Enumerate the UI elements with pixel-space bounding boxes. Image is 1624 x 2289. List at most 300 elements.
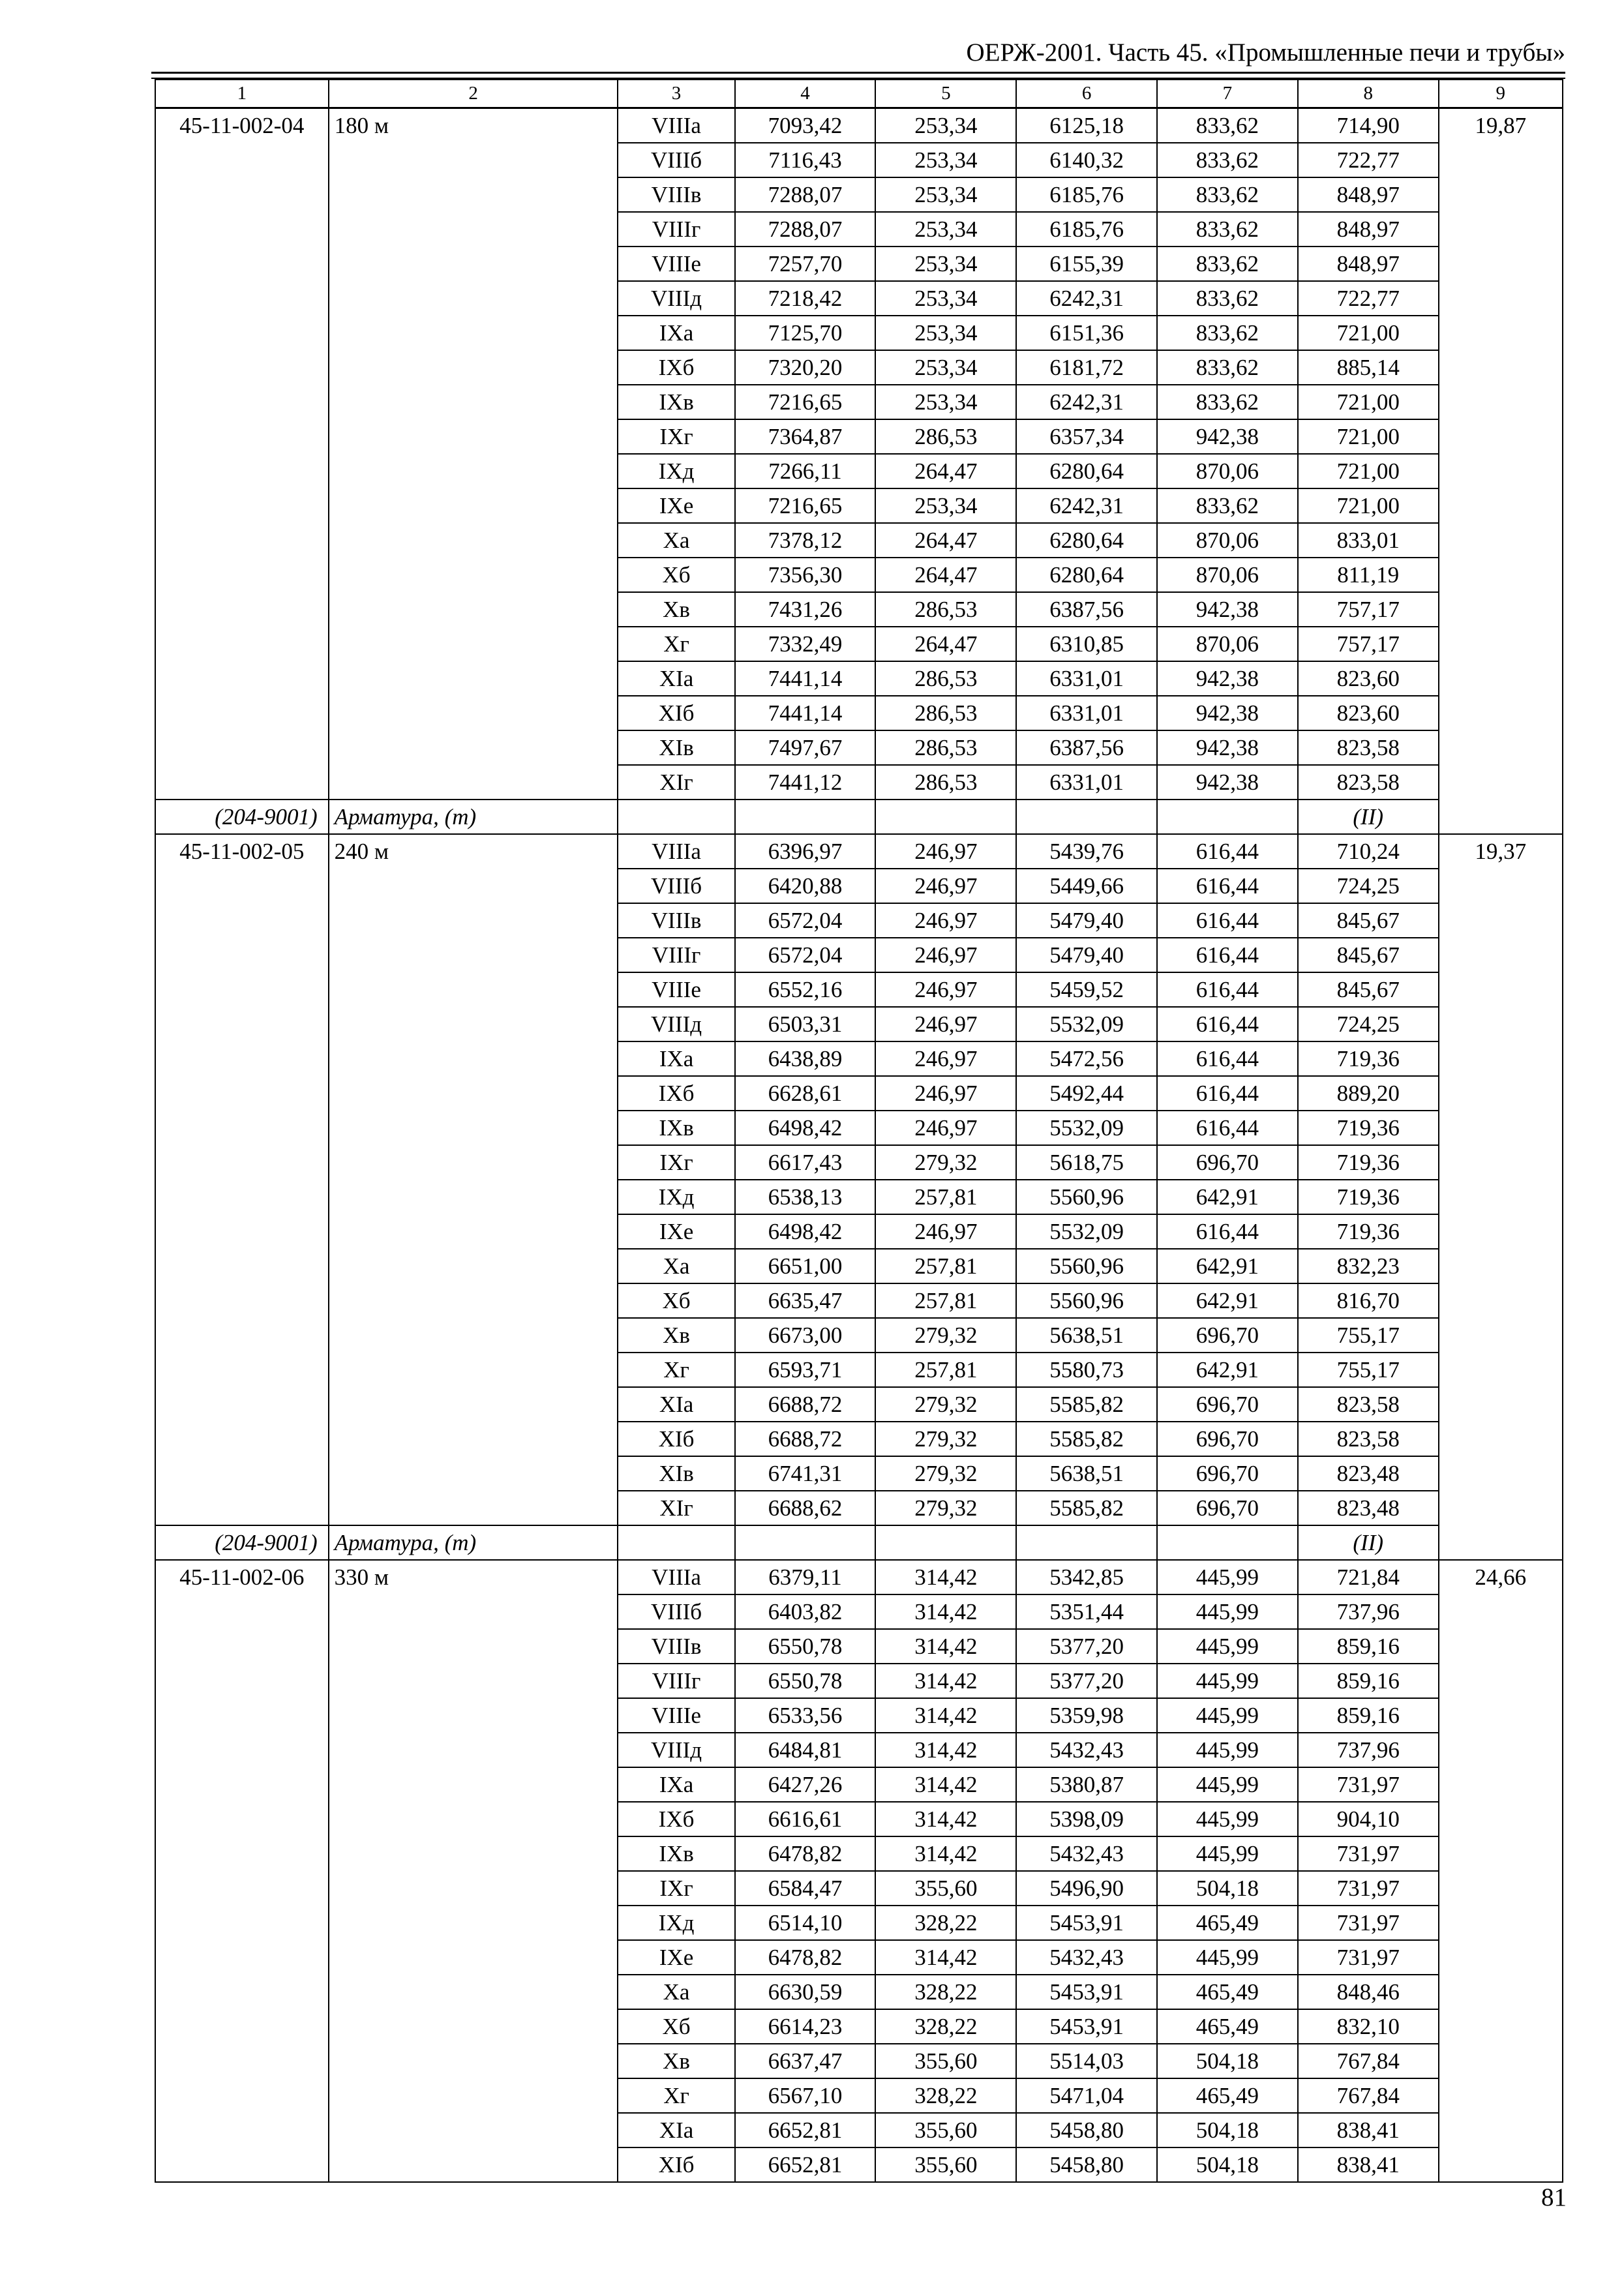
- total-cost: 6637,47: [735, 2044, 876, 2078]
- wages: 314,42: [875, 1767, 1016, 1802]
- machinist-wages: 696,70: [1157, 1456, 1298, 1491]
- machinist-wages: 942,38: [1157, 696, 1298, 730]
- machinist-wages: 616,44: [1157, 1007, 1298, 1041]
- zone-class: IXг: [618, 1145, 734, 1180]
- total-cost: 6420,88: [735, 869, 876, 903]
- materials-cost: 823,58: [1298, 730, 1439, 765]
- empty-cell: [1016, 800, 1157, 834]
- total-cost: 7288,07: [735, 212, 876, 247]
- machinist-wages: 465,49: [1157, 2078, 1298, 2113]
- column-number: 1: [155, 80, 329, 108]
- total-cost: 6484,81: [735, 1733, 876, 1767]
- machine-cost: 5359,98: [1016, 1698, 1157, 1733]
- materials-cost: 823,58: [1298, 1422, 1439, 1456]
- zone-class: XIa: [618, 2113, 734, 2147]
- labor-cost-value: 24,66: [1439, 1560, 1563, 2182]
- materials-cost: 832,10: [1298, 2009, 1439, 2044]
- machine-cost: 5638,51: [1016, 1456, 1157, 1491]
- zone-class: XIв: [618, 730, 734, 765]
- wages: 246,97: [875, 1007, 1016, 1041]
- zone-class: VIIIв: [618, 903, 734, 938]
- machine-cost: 5439,76: [1016, 834, 1157, 869]
- machinist-wages: 942,38: [1157, 730, 1298, 765]
- total-cost: 6396,97: [735, 834, 876, 869]
- machinist-wages: 696,70: [1157, 1422, 1298, 1456]
- zone-class: IXд: [618, 454, 734, 488]
- machine-cost: 5380,87: [1016, 1767, 1157, 1802]
- wages: 246,97: [875, 903, 1016, 938]
- total-cost: 6403,82: [735, 1594, 876, 1629]
- materials-cost: 859,16: [1298, 1629, 1439, 1664]
- wages: 246,97: [875, 1214, 1016, 1249]
- machine-cost: 6140,32: [1016, 143, 1157, 177]
- total-cost: 7218,42: [735, 281, 876, 316]
- total-cost: 7093,42: [735, 108, 876, 143]
- machine-cost: 5458,80: [1016, 2113, 1157, 2147]
- wages: 279,32: [875, 1422, 1016, 1456]
- machinist-wages: 870,06: [1157, 523, 1298, 558]
- machinist-wages: 504,18: [1157, 2147, 1298, 2182]
- zone-class: Xa: [618, 1975, 734, 2009]
- machinist-wages: 445,99: [1157, 1629, 1298, 1664]
- zone-class: Xб: [618, 558, 734, 592]
- machine-cost: 5560,96: [1016, 1180, 1157, 1214]
- zone-class: VIIIд: [618, 281, 734, 316]
- materials-cost: 823,48: [1298, 1491, 1439, 1525]
- wages: 279,32: [875, 1318, 1016, 1353]
- materials-cost: 719,36: [1298, 1180, 1439, 1214]
- machinist-wages: 870,06: [1157, 454, 1298, 488]
- wages: 246,97: [875, 1076, 1016, 1111]
- total-cost: 7431,26: [735, 592, 876, 627]
- materials-cost: 885,14: [1298, 350, 1439, 385]
- total-cost: 6503,31: [735, 1007, 876, 1041]
- total-cost: 6514,10: [735, 1906, 876, 1940]
- materials-cost: 816,70: [1298, 1283, 1439, 1318]
- materials-cost: 722,77: [1298, 281, 1439, 316]
- wages: 257,81: [875, 1283, 1016, 1318]
- machinist-wages: 465,49: [1157, 1906, 1298, 1940]
- machinist-wages: 445,99: [1157, 1698, 1298, 1733]
- total-cost: 6572,04: [735, 903, 876, 938]
- zone-class: Xб: [618, 1283, 734, 1318]
- zone-class: VIIIг: [618, 938, 734, 972]
- zone-class: VIIIв: [618, 1629, 734, 1664]
- machinist-wages: 445,99: [1157, 1560, 1298, 1594]
- empty-cell: [1157, 1525, 1298, 1560]
- total-cost: 7378,12: [735, 523, 876, 558]
- machinist-wages: 642,91: [1157, 1283, 1298, 1318]
- total-cost: 7266,11: [735, 454, 876, 488]
- zone-class: IXa: [618, 1041, 734, 1076]
- total-cost: 6438,89: [735, 1041, 876, 1076]
- total-cost: 7332,49: [735, 627, 876, 661]
- machine-cost: 5398,09: [1016, 1802, 1157, 1836]
- resource-label: Арматура, (т): [329, 800, 618, 834]
- machine-cost: 6387,56: [1016, 730, 1157, 765]
- zone-class: VIIIe: [618, 247, 734, 281]
- zone-class: VIIIб: [618, 143, 734, 177]
- zone-class: IXв: [618, 1111, 734, 1145]
- zone-class: Xг: [618, 1353, 734, 1387]
- zone-class: IXб: [618, 1076, 734, 1111]
- materials-cost: 755,17: [1298, 1318, 1439, 1353]
- wages: 253,34: [875, 385, 1016, 419]
- total-cost: 7288,07: [735, 177, 876, 212]
- wages: 328,22: [875, 2009, 1016, 2044]
- machine-cost: 6331,01: [1016, 696, 1157, 730]
- machine-cost: 6331,01: [1016, 765, 1157, 800]
- total-cost: 6652,81: [735, 2147, 876, 2182]
- total-cost: 6688,72: [735, 1387, 876, 1422]
- materials-cost: 721,00: [1298, 454, 1439, 488]
- zone-class: Xa: [618, 1249, 734, 1283]
- machinist-wages: 504,18: [1157, 1871, 1298, 1906]
- zone-class: IXб: [618, 350, 734, 385]
- header-rule-thick: [151, 72, 1565, 74]
- materials-cost: 859,16: [1298, 1664, 1439, 1698]
- materials-cost: 767,84: [1298, 2078, 1439, 2113]
- machine-cost: 5342,85: [1016, 1560, 1157, 1594]
- materials-cost: 832,23: [1298, 1249, 1439, 1283]
- wages: 253,34: [875, 108, 1016, 143]
- total-cost: 6651,00: [735, 1249, 876, 1283]
- machine-cost: 6331,01: [1016, 661, 1157, 696]
- column-number: 5: [875, 80, 1016, 108]
- resource-footer-row: [155, 1525, 1563, 1560]
- machinist-wages: 833,62: [1157, 316, 1298, 350]
- machine-cost: 5532,09: [1016, 1111, 1157, 1145]
- machine-cost: 5618,75: [1016, 1145, 1157, 1180]
- materials-cost: 823,60: [1298, 661, 1439, 696]
- machinist-wages: 445,99: [1157, 1940, 1298, 1975]
- zone-class: IXe: [618, 1214, 734, 1249]
- zone-class: IXa: [618, 1767, 734, 1802]
- zone-class: IXг: [618, 1871, 734, 1906]
- machine-cost: 5560,96: [1016, 1249, 1157, 1283]
- wages: 246,97: [875, 869, 1016, 903]
- machine-cost: 5585,82: [1016, 1422, 1157, 1456]
- machine-cost: 6185,76: [1016, 177, 1157, 212]
- wages: 264,47: [875, 523, 1016, 558]
- machine-cost: 5453,91: [1016, 1975, 1157, 2009]
- machinist-wages: 833,62: [1157, 247, 1298, 281]
- wages: 286,53: [875, 696, 1016, 730]
- wages: 286,53: [875, 661, 1016, 696]
- total-cost: 7125,70: [735, 316, 876, 350]
- machine-cost: 5580,73: [1016, 1353, 1157, 1387]
- machinist-wages: 445,99: [1157, 1733, 1298, 1767]
- empty-cell: [618, 1525, 734, 1560]
- total-cost: 6614,23: [735, 2009, 876, 2044]
- zone-class: IXд: [618, 1180, 734, 1214]
- empty-cell: [1016, 1525, 1157, 1560]
- materials-cost: 719,36: [1298, 1214, 1439, 1249]
- zone-class: Xa: [618, 523, 734, 558]
- machine-cost: 5432,43: [1016, 1733, 1157, 1767]
- chimney-height: 240 м: [329, 834, 618, 1525]
- zone-class: IXe: [618, 1940, 734, 1975]
- materials-cost: 848,46: [1298, 1975, 1439, 2009]
- zone-class: IXв: [618, 1836, 734, 1871]
- total-cost: 6498,42: [735, 1214, 876, 1249]
- empty-cell: [618, 800, 734, 834]
- total-cost: 6550,78: [735, 1664, 876, 1698]
- machinist-wages: 445,99: [1157, 1594, 1298, 1629]
- materials-cost: 757,17: [1298, 592, 1439, 627]
- wages: 253,34: [875, 143, 1016, 177]
- empty-cell: [875, 1525, 1016, 1560]
- zone-class: IXв: [618, 385, 734, 419]
- materials-cost: 823,60: [1298, 696, 1439, 730]
- wages: 355,60: [875, 2044, 1016, 2078]
- machine-cost: 5479,40: [1016, 903, 1157, 938]
- total-cost: 6379,11: [735, 1560, 876, 1594]
- machinist-wages: 870,06: [1157, 558, 1298, 592]
- machine-cost: 5479,40: [1016, 938, 1157, 972]
- machine-cost: 5453,91: [1016, 2009, 1157, 2044]
- total-cost: 6630,59: [735, 1975, 876, 2009]
- materials-cost: 719,36: [1298, 1041, 1439, 1076]
- total-cost: 7320,20: [735, 350, 876, 385]
- labor-cost-value: 19,37: [1439, 834, 1563, 1560]
- wages: 314,42: [875, 1594, 1016, 1629]
- materials-cost: 721,00: [1298, 385, 1439, 419]
- wages: 253,34: [875, 488, 1016, 523]
- resource-footer-row: [155, 800, 1563, 834]
- zone-class: XIв: [618, 1456, 734, 1491]
- machinist-wages: 445,99: [1157, 1767, 1298, 1802]
- wages: 257,81: [875, 1180, 1016, 1214]
- column-number: 9: [1439, 80, 1563, 108]
- materials-cost: 845,67: [1298, 938, 1439, 972]
- machine-cost: 5449,66: [1016, 869, 1157, 903]
- materials-cost: 838,41: [1298, 2113, 1439, 2147]
- machine-cost: 6181,72: [1016, 350, 1157, 385]
- wages: 279,32: [875, 1456, 1016, 1491]
- zone-class: XIг: [618, 1491, 734, 1525]
- machinist-wages: 616,44: [1157, 1041, 1298, 1076]
- zone-class: Xв: [618, 1318, 734, 1353]
- table-row: [155, 108, 1563, 143]
- wages: 328,22: [875, 1975, 1016, 2009]
- wages: 264,47: [875, 627, 1016, 661]
- table-row: [155, 834, 1563, 869]
- wages: 253,34: [875, 350, 1016, 385]
- machinist-wages: 696,70: [1157, 1491, 1298, 1525]
- machine-cost: 6280,64: [1016, 523, 1157, 558]
- materials-cost: 838,41: [1298, 2147, 1439, 2182]
- machine-cost: 6387,56: [1016, 592, 1157, 627]
- total-cost: 7441,14: [735, 696, 876, 730]
- zone-class: VIIIг: [618, 212, 734, 247]
- materials-cost: 721,00: [1298, 419, 1439, 454]
- materials-cost: 811,19: [1298, 558, 1439, 592]
- machinist-wages: 616,44: [1157, 869, 1298, 903]
- materials-cost: 848,97: [1298, 212, 1439, 247]
- machinist-wages: 833,62: [1157, 385, 1298, 419]
- machinist-wages: 445,99: [1157, 1802, 1298, 1836]
- resource-code: (204-9001): [155, 800, 329, 834]
- rates-table: [155, 79, 1563, 2183]
- wages: 279,32: [875, 1145, 1016, 1180]
- machine-cost: 6242,31: [1016, 281, 1157, 316]
- machinist-wages: 504,18: [1157, 2113, 1298, 2147]
- machinist-wages: 504,18: [1157, 2044, 1298, 2078]
- machine-cost: 6242,31: [1016, 488, 1157, 523]
- wages: 314,42: [875, 1664, 1016, 1698]
- total-cost: 6741,31: [735, 1456, 876, 1491]
- machinist-wages: 942,38: [1157, 765, 1298, 800]
- zone-class: IXб: [618, 1802, 734, 1836]
- wages: 314,42: [875, 1629, 1016, 1664]
- wages: 328,22: [875, 2078, 1016, 2113]
- total-cost: 6533,56: [735, 1698, 876, 1733]
- machinist-wages: 616,44: [1157, 1111, 1298, 1145]
- materials-cost: 845,67: [1298, 903, 1439, 938]
- machinist-wages: 642,91: [1157, 1353, 1298, 1387]
- empty-cell: [875, 800, 1016, 834]
- machinist-wages: 696,70: [1157, 1145, 1298, 1180]
- materials-cost: 767,84: [1298, 2044, 1439, 2078]
- machine-cost: 5459,52: [1016, 972, 1157, 1007]
- wages: 253,34: [875, 281, 1016, 316]
- machine-cost: 6242,31: [1016, 385, 1157, 419]
- materials-cost: 737,96: [1298, 1594, 1439, 1629]
- machinist-wages: 942,38: [1157, 661, 1298, 696]
- rates-table-body: [155, 80, 1563, 2182]
- wages: 286,53: [875, 765, 1016, 800]
- machine-cost: 6155,39: [1016, 247, 1157, 281]
- zone-class: XIб: [618, 696, 734, 730]
- materials-cost: 714,90: [1298, 108, 1439, 143]
- wages: 253,34: [875, 212, 1016, 247]
- total-cost: 7216,65: [735, 488, 876, 523]
- total-cost: 6478,82: [735, 1940, 876, 1975]
- total-cost: 7356,30: [735, 558, 876, 592]
- machinist-wages: 642,91: [1157, 1249, 1298, 1283]
- wages: 257,81: [875, 1249, 1016, 1283]
- resource-class: (II): [1298, 800, 1439, 834]
- zone-class: Xг: [618, 2078, 734, 2113]
- machine-cost: 5351,44: [1016, 1594, 1157, 1629]
- zone-class: XIб: [618, 1422, 734, 1456]
- materials-cost: 721,00: [1298, 488, 1439, 523]
- materials-cost: 848,97: [1298, 247, 1439, 281]
- materials-cost: 889,20: [1298, 1076, 1439, 1111]
- total-cost: 7441,12: [735, 765, 876, 800]
- materials-cost: 731,97: [1298, 1836, 1439, 1871]
- total-cost: 6688,72: [735, 1422, 876, 1456]
- machine-cost: 5492,44: [1016, 1076, 1157, 1111]
- zone-class: VIIIб: [618, 1594, 734, 1629]
- zone-class: VIIIб: [618, 869, 734, 903]
- machinist-wages: 833,62: [1157, 350, 1298, 385]
- wages: 253,34: [875, 247, 1016, 281]
- total-cost: 6498,42: [735, 1111, 876, 1145]
- empty-cell: [1157, 800, 1298, 834]
- wages: 264,47: [875, 558, 1016, 592]
- machinist-wages: 445,99: [1157, 1664, 1298, 1698]
- total-cost: 6427,26: [735, 1767, 876, 1802]
- total-cost: 6567,10: [735, 2078, 876, 2113]
- wages: 279,32: [875, 1387, 1016, 1422]
- zone-class: VIIIe: [618, 1698, 734, 1733]
- machinist-wages: 870,06: [1157, 627, 1298, 661]
- column-number: 6: [1016, 80, 1157, 108]
- total-cost: 6538,13: [735, 1180, 876, 1214]
- wages: 253,34: [875, 177, 1016, 212]
- machinist-wages: 833,62: [1157, 281, 1298, 316]
- machine-cost: 5585,82: [1016, 1491, 1157, 1525]
- wages: 314,42: [875, 1698, 1016, 1733]
- machinist-wages: 696,70: [1157, 1387, 1298, 1422]
- machine-cost: 5514,03: [1016, 2044, 1157, 2078]
- machinist-wages: 696,70: [1157, 1318, 1298, 1353]
- zone-class: VIIIe: [618, 972, 734, 1007]
- machinist-wages: 833,62: [1157, 212, 1298, 247]
- machinist-wages: 465,49: [1157, 2009, 1298, 2044]
- table-row: [155, 1560, 1563, 1594]
- wages: 246,97: [875, 938, 1016, 972]
- machine-cost: 5638,51: [1016, 1318, 1157, 1353]
- machine-cost: 5458,80: [1016, 2147, 1157, 2182]
- wages: 246,97: [875, 1111, 1016, 1145]
- wages: 286,53: [875, 730, 1016, 765]
- wages: 246,97: [875, 972, 1016, 1007]
- wages: 286,53: [875, 419, 1016, 454]
- wages: 279,32: [875, 1491, 1016, 1525]
- resource-code: (204-9001): [155, 1525, 329, 1560]
- zone-class: VIIIд: [618, 1007, 734, 1041]
- total-cost: 6550,78: [735, 1629, 876, 1664]
- total-cost: 7116,43: [735, 143, 876, 177]
- machinist-wages: 616,44: [1157, 1076, 1298, 1111]
- wages: 328,22: [875, 1906, 1016, 1940]
- materials-cost: 731,97: [1298, 1871, 1439, 1906]
- zone-class: Xв: [618, 592, 734, 627]
- machine-cost: 5432,43: [1016, 1940, 1157, 1975]
- zone-class: Xв: [618, 2044, 734, 2078]
- zone-class: IXд: [618, 1906, 734, 1940]
- total-cost: 6584,47: [735, 1871, 876, 1906]
- machine-cost: 5496,90: [1016, 1871, 1157, 1906]
- materials-cost: 710,24: [1298, 834, 1439, 869]
- total-cost: 6617,43: [735, 1145, 876, 1180]
- total-cost: 6572,04: [735, 938, 876, 972]
- zone-class: VIIIa: [618, 834, 734, 869]
- machinist-wages: 942,38: [1157, 592, 1298, 627]
- materials-cost: 724,25: [1298, 869, 1439, 903]
- column-number: 7: [1157, 80, 1298, 108]
- machinist-wages: 833,62: [1157, 177, 1298, 212]
- materials-cost: 722,77: [1298, 143, 1439, 177]
- wages: 314,42: [875, 1733, 1016, 1767]
- chimney-height: 330 м: [329, 1560, 618, 2182]
- machinist-wages: 465,49: [1157, 1975, 1298, 2009]
- machinist-wages: 833,62: [1157, 143, 1298, 177]
- materials-cost: 721,00: [1298, 316, 1439, 350]
- zone-class: Xг: [618, 627, 734, 661]
- rate-code: 45-11-002-04: [155, 108, 329, 800]
- machine-cost: 5432,43: [1016, 1836, 1157, 1871]
- wages: 355,60: [875, 2147, 1016, 2182]
- materials-cost: 731,97: [1298, 1940, 1439, 1975]
- materials-cost: 719,36: [1298, 1145, 1439, 1180]
- wages: 257,81: [875, 1353, 1016, 1387]
- machine-cost: 6357,34: [1016, 419, 1157, 454]
- zone-class: IXe: [618, 488, 734, 523]
